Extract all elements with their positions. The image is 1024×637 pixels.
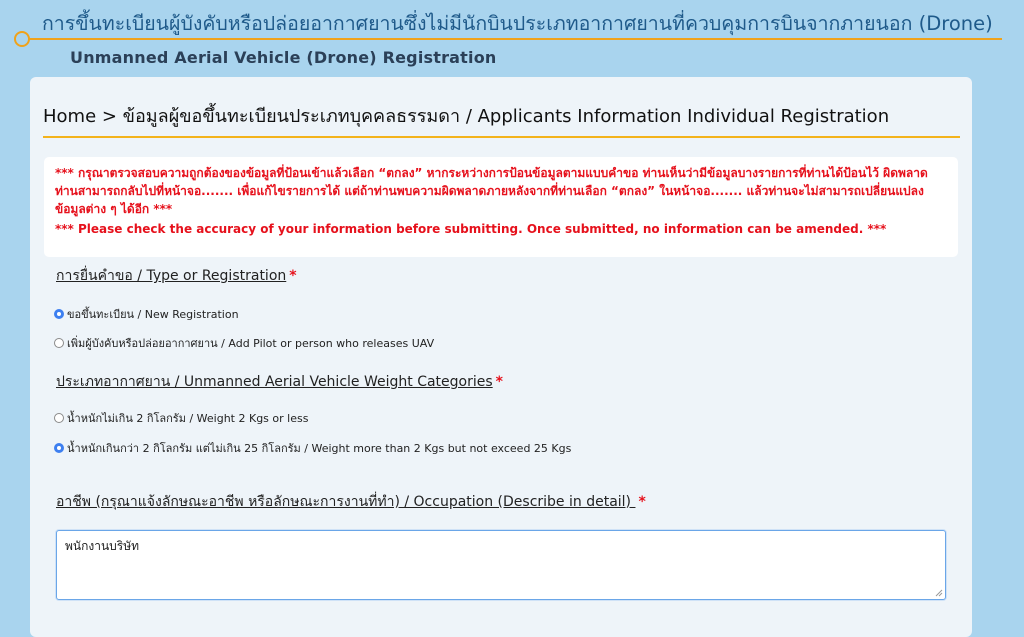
radio-button-unchecked[interactable] — [54, 413, 64, 423]
header-circle-icon — [14, 31, 30, 47]
registration-type-label — [56, 265, 297, 287]
breadcrumb-underline — [43, 136, 960, 138]
warning-box — [44, 157, 958, 257]
radio-label: น้ำหนักไม่เกิน 2 กิโลกรัม / Weight 2 Kgs or less — [67, 412, 309, 425]
required-star: * — [495, 374, 503, 390]
occupation-value: พนักงานบริษัท — [65, 539, 140, 553]
weight-category-label — [56, 371, 503, 393]
occupation-label-text: อาชีพ (กรุณาแจ้งลักษณะอาชีพ หรือลักษณะการงานที่ทำ) / Occupation (Describe in detail) — [56, 494, 636, 510]
radio-button-checked[interactable] — [54, 443, 64, 453]
radio-new-registration[interactable] — [54, 305, 239, 323]
radio-label: น้ำหนักเกินกว่า 2 กิโลกรัม แต่ไม่เกิน 25 กิโลกรัม / Weight more than 2 Kgs but not exceed 25 Kgs — [67, 442, 572, 455]
radio-label: ขอขึ้นทะเบียน / New Registration — [67, 308, 239, 321]
weight-category-label-text: ประเภทอากาศยาน / Unmanned Aerial Vehicle Weight Categories — [56, 374, 493, 390]
warning-text-thai: *** กรุณาตรวจสอบความถูกต้องของข้อมูลที่ป้อนเข้าแล้วเลือก “ตกลง” หากระหว่างการป้อนข้อมูลตามแบบคำขอ ท่านเห็นว่ามีข้อมูลบางรายการที่ท่านได้ป้อนไว้ ผิดพลาด ท่านสามารถกลับไปที่หน้าจอ....... เพื่อแก้ไขรายการได้ แต่ถ้าท่านพบความผิดพลาดภายหลังจากที่ท่านเลือก “ตกลง” ในหน้าจอ....... แล้วท่านจะไม่สามารถเปลี่ยนแปลงข้อมูลต่าง ๆ ได้อีก *** — [55, 166, 928, 216]
header-divider-line — [22, 38, 1002, 40]
radio-label: เพิ่มผู้บังคับหรือปล่อยอากาศยาน / Add Pilot or person who releases UAV — [67, 337, 435, 350]
page-header — [0, 0, 1024, 72]
radio-weight-2-to-25kg[interactable] — [54, 439, 571, 457]
occupation-label — [56, 491, 646, 513]
radio-weight-2kg-or-less[interactable] — [54, 409, 308, 427]
radio-add-pilot[interactable] — [54, 334, 434, 352]
radio-button-checked[interactable] — [54, 309, 64, 319]
required-star: * — [289, 268, 297, 284]
radio-button-unchecked[interactable] — [54, 338, 64, 348]
resize-grip-icon[interactable] — [935, 589, 943, 597]
required-star: * — [638, 494, 646, 510]
main-panel — [30, 77, 972, 637]
occupation-textarea[interactable] — [56, 530, 946, 600]
breadcrumb: Home > ข้อมูลผู้ขอขึ้นทะเบียนประเภทบุคคลธรรมดา / Applicants Information Individual Registration — [43, 106, 890, 127]
warning-text-english: *** Please check the accuracy of your information before submitting. Once submitted, no information can be amended. *** — [55, 222, 887, 236]
registration-type-label-text: การยื่นคำขอ / Type or Registration — [56, 268, 287, 284]
header-title-thai: การขึ้นทะเบียนผู้บังคับหรือปล่อยอากาศยานซึ่งไม่มีนักบินประเภทอากาศยานที่ควบคุมการบินจากภายนอก (Drone) — [42, 12, 993, 35]
header-title-english: Unmanned Aerial Vehicle (Drone) Registration — [70, 48, 497, 67]
